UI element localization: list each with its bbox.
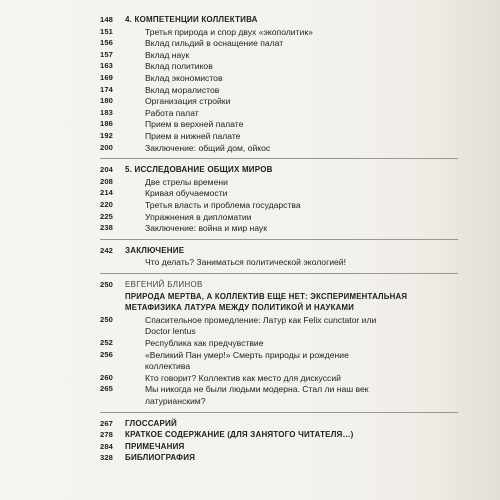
page-number: 242 bbox=[100, 245, 113, 255]
separator-line bbox=[100, 239, 458, 240]
separator-line bbox=[100, 158, 458, 159]
page-number: 183 bbox=[100, 107, 113, 117]
toc-entry bbox=[0, 176, 440, 188]
toc-entry bbox=[0, 107, 440, 119]
page-number: 214 bbox=[100, 188, 113, 198]
separator-line bbox=[100, 273, 458, 274]
toc-entry bbox=[0, 349, 440, 361]
entry-title: Республика как предчувствие bbox=[145, 338, 264, 348]
toc-entry bbox=[0, 256, 440, 268]
entry-title: Упражнения в дипломатии bbox=[145, 211, 252, 222]
page-number: 265 bbox=[100, 384, 113, 394]
entry-title: Прием в верхней палате bbox=[145, 119, 244, 130]
page-number: 156 bbox=[100, 38, 113, 48]
page-number: 192 bbox=[100, 131, 113, 140]
entry-title: ПРИМЕЧАНИЯ bbox=[125, 441, 185, 451]
toc-entry bbox=[0, 95, 440, 107]
page-number: 157 bbox=[100, 49, 113, 59]
toc-entry bbox=[0, 395, 440, 407]
page-number: 220 bbox=[100, 200, 113, 209]
page-number: 174 bbox=[100, 84, 113, 94]
toc-entry bbox=[0, 325, 440, 337]
toc-entry bbox=[0, 72, 440, 84]
entry-title: ПРИРОДА МЕРТВА, А КОЛЛЕКТИВ ЕЩЕ НЕТ: ЭКСПЕРИМЕНТАЛЬНАЯ bbox=[125, 291, 408, 301]
entry-title: Вклад моралистов bbox=[145, 84, 220, 95]
entry-title: Вклад наук bbox=[145, 49, 190, 60]
entry-title: Прием в нижней палате bbox=[145, 131, 241, 141]
page-number: 250 bbox=[100, 314, 113, 324]
page-number: 180 bbox=[100, 96, 113, 106]
page-number: 148 bbox=[100, 15, 113, 24]
entry-title: Спасительное промедление: Латур как Felix cunctator или bbox=[145, 314, 377, 325]
entry-title: Работа палат bbox=[145, 107, 199, 118]
entry-title: ЗАКЛЮЧЕНИЕ bbox=[125, 245, 185, 255]
entry-title: коллектива bbox=[145, 361, 191, 372]
toc-entry bbox=[0, 60, 440, 72]
entry-title: КРАТКОЕ СОДЕРЖАНИЕ (ДЛЯ ЗАНЯТОГО ЧИТАТЕЛЯ…) bbox=[125, 430, 354, 440]
toc-entry bbox=[0, 118, 440, 130]
page-number: 328 bbox=[100, 453, 113, 463]
toc-entry bbox=[0, 337, 440, 349]
page-number: 260 bbox=[100, 372, 113, 382]
entry-title: Кто говорит? Коллектив как место для дискуссий bbox=[145, 372, 341, 383]
entry-title: Что делать? Заниматься политической экологией! bbox=[145, 257, 346, 268]
page-number: 256 bbox=[100, 349, 113, 359]
entry-title: Заключение: общий дом, ойкос bbox=[145, 142, 271, 153]
essay-author bbox=[0, 279, 440, 291]
entry-title: Третья власть и проблема государства bbox=[145, 200, 301, 210]
toc-section-heading bbox=[0, 14, 440, 26]
entry-title: латурианским? bbox=[145, 396, 206, 406]
toc-entry bbox=[0, 314, 440, 326]
toc-entry bbox=[0, 222, 440, 234]
toc-entry bbox=[0, 187, 440, 199]
entry-title: Мы никогда не были людьми модерна. Стал ли наш век bbox=[145, 384, 369, 395]
toc-backmatter-heading bbox=[0, 452, 440, 464]
essay-title bbox=[0, 302, 440, 314]
entry-title: Вклад экономистов bbox=[145, 73, 223, 83]
toc-entry bbox=[0, 37, 440, 49]
page-number: 225 bbox=[100, 211, 113, 221]
essay-title bbox=[0, 291, 440, 303]
page-number: 208 bbox=[100, 176, 113, 186]
entry-title: Две стрелы времени bbox=[145, 176, 228, 187]
entry-title: ГЛОССАРИЙ bbox=[125, 418, 177, 428]
entry-title: «Великий Пан умер!» Смерть природы и рождение bbox=[145, 349, 349, 360]
entry-title: 4. КОМПЕТЕНЦИИ КОЛЛЕКТИВА bbox=[125, 15, 258, 24]
entry-title: Doctor lentus bbox=[145, 326, 196, 337]
entry-title: ЕВГЕНИЙ БЛИНОВ bbox=[125, 280, 203, 289]
page-number: 200 bbox=[100, 142, 113, 152]
entry-title: МЕТАФИЗИКА ЛАТУРА МЕЖДУ ПОЛИТИКОЙ И НАУКАМИ bbox=[125, 303, 355, 313]
separator-line bbox=[100, 412, 458, 413]
page-number: 278 bbox=[100, 430, 113, 440]
toc-backmatter-heading bbox=[0, 418, 440, 430]
toc-backmatter-heading bbox=[0, 441, 440, 453]
page-number: 267 bbox=[100, 418, 113, 428]
toc-entry bbox=[0, 360, 440, 372]
toc-section-heading bbox=[0, 245, 440, 257]
entry-title: Вклад гильдий в оснащение палат bbox=[145, 38, 284, 49]
page-number: 151 bbox=[100, 26, 113, 36]
toc-entry bbox=[0, 372, 440, 384]
page-number: 163 bbox=[100, 61, 113, 71]
toc-entry bbox=[0, 383, 440, 395]
page-number: 250 bbox=[100, 280, 113, 289]
toc-entry bbox=[0, 142, 440, 154]
entry-title: Организация стройки bbox=[145, 96, 231, 107]
toc-entry bbox=[0, 199, 440, 211]
toc-entry bbox=[0, 211, 440, 223]
entry-title: БИБЛИОГРАФИЯ bbox=[125, 453, 196, 463]
entry-title: Заключение: война и мир наук bbox=[145, 223, 267, 234]
toc-entry bbox=[0, 84, 440, 96]
entry-title: Кривая обучаемости bbox=[145, 188, 228, 199]
toc-entry bbox=[0, 49, 440, 61]
page-number: 238 bbox=[100, 223, 113, 233]
toc-section-heading bbox=[0, 164, 440, 176]
entry-title: Третья природа и спор двух «экополитик» bbox=[145, 26, 313, 37]
entry-title: 5. ИССЛЕДОВАНИЕ ОБЩИХ МИРОВ bbox=[125, 165, 273, 175]
entry-title: Вклад политиков bbox=[145, 61, 213, 72]
toc-backmatter-heading bbox=[0, 429, 440, 441]
page-number: 284 bbox=[100, 441, 113, 451]
page-number: 169 bbox=[100, 73, 113, 82]
toc-entry bbox=[0, 26, 440, 38]
toc-entry bbox=[0, 130, 440, 142]
page-number: 204 bbox=[100, 165, 113, 175]
page-number: 186 bbox=[100, 119, 113, 129]
page-number: 252 bbox=[100, 338, 113, 347]
